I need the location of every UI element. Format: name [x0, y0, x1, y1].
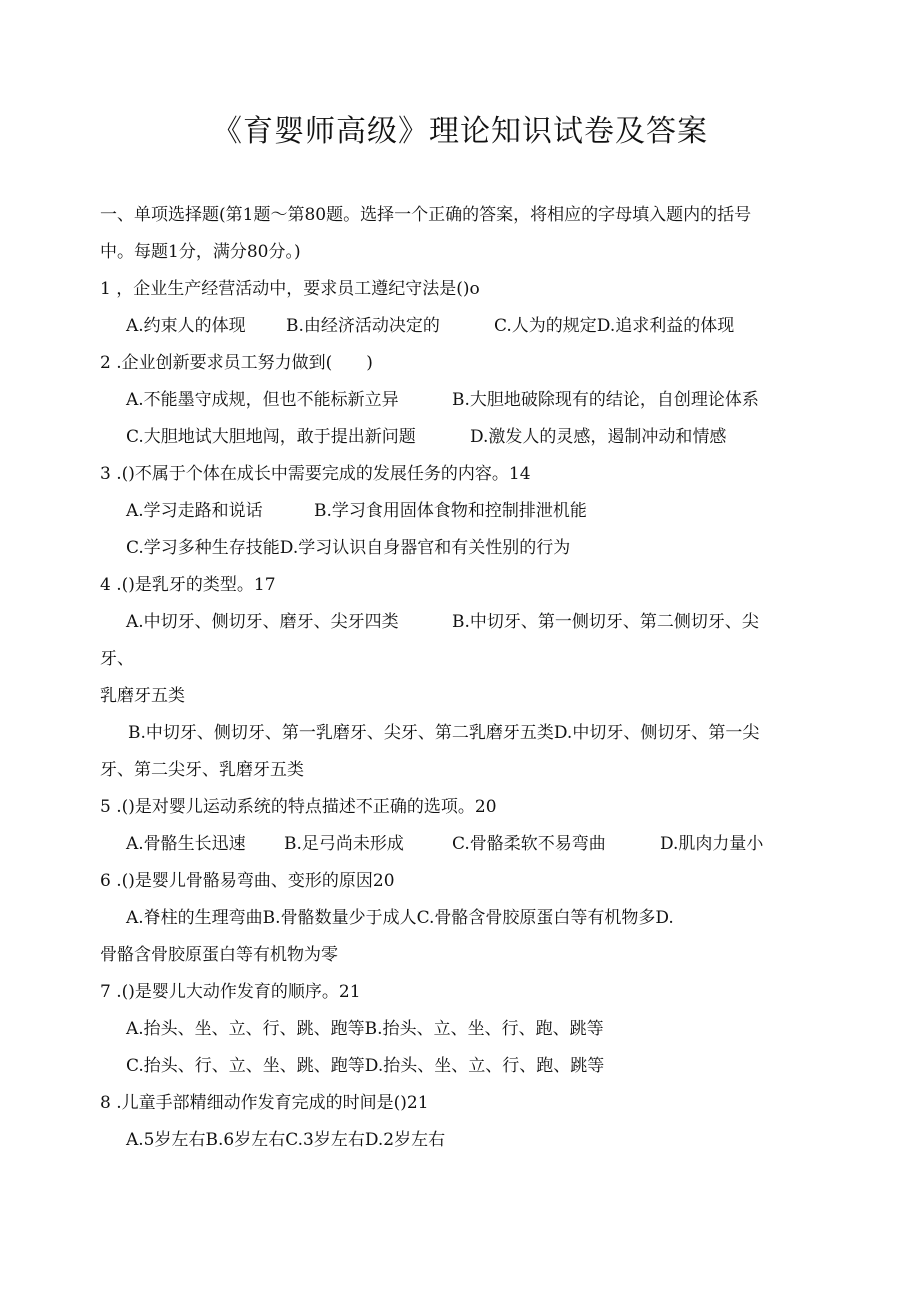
q4-option-bd-line-2: 牙、第二尖牙、乳磨牙五类 [100, 760, 304, 780]
q8-options-abcd: A.5岁左右B.6岁左右C.3岁左右D.2岁左右 [126, 1130, 446, 1150]
q4-option-b-part-1: B.中切牙、第一侧切牙、第二侧切牙、尖 [452, 612, 759, 632]
q3-option-a: A.学习走路和说话 [126, 501, 263, 521]
question-1-stem: 1 ，企业生产经营活动中，要求员工遵纪守法是()o [100, 279, 480, 299]
q3-option-b: B.学习食用固体食物和控制排泄机能 [314, 501, 587, 521]
q4-option-bd-line-1: B.中切牙、侧切牙、第一乳磨牙、尖牙、第二乳磨牙五类D.中切牙、侧切牙、第一尖 [128, 723, 760, 743]
section-intro-line-2: 中。每题1分，满分80分。) [100, 242, 301, 262]
q3-option-cd: C.学习多种生存技能D.学习认识自身器官和有关性别的行为 [126, 538, 571, 558]
q4-option-b-part-3: 乳磨牙五类 [100, 686, 185, 706]
q1-option-a: A.约束人的体现 [126, 316, 246, 336]
question-3-stem: 3 .()不属于个体在成长中需要完成的发展任务的内容。14 [100, 464, 531, 484]
question-2-options-row-1 [126, 389, 826, 411]
q6-options-line-2: 骨骼含骨胶原蛋白等有机物为零 [100, 945, 338, 965]
question-6-stem: 6 .()是婴儿骨骼易弯曲、变形的原因20 [100, 871, 395, 891]
q1-option-cd: C.人为的规定D.追求利益的体现 [494, 316, 735, 336]
q2-option-b: B.大胆地破除现有的结论，自创理论体系 [452, 390, 759, 410]
q5-option-b: B.足弓尚未形成 [284, 834, 404, 854]
section-intro-line-1: 一、单项选择题(第1题～第80题。选择一个正确的答案，将相应的字母填入题内的括号 [100, 205, 752, 225]
q4-option-a: A.中切牙、侧切牙、磨牙、尖牙四类 [126, 612, 399, 632]
q1-option-b: B.由经济活动决定的 [286, 316, 440, 336]
q6-options-line-1: A.脊柱的生理弯曲B.骨骼数量少于成人C.骨骼含骨胶原蛋白等有机物多D. [126, 908, 674, 928]
q2-option-d: D.激发人的灵感，遏制冲动和情感 [470, 427, 727, 447]
question-8-stem: 8 .儿童手部精细动作发育完成的时间是()21 [100, 1093, 429, 1113]
question-4-stem: 4 .()是乳牙的类型。17 [100, 575, 276, 595]
q7-options-cd: C.抬头、行、立、坐、跳、跑等D.抬头、坐、立、行、跑、跳等 [126, 1056, 605, 1076]
question-2-options-row-2 [126, 426, 826, 448]
q7-options-ab: A.抬头、坐、立、行、跳、跑等B.抬头、立、坐、行、跑、跳等 [126, 1019, 604, 1039]
question-2-stem: 2 .企业创新要求员工努力做到( ) [100, 353, 373, 373]
q5-option-d: D.肌肉力量小 [660, 834, 764, 854]
question-5-stem: 5 .()是对婴儿运动系统的特点描述不正确的选项。20 [100, 797, 497, 817]
question-4-options-row-1 [126, 611, 826, 633]
question-1-options [126, 315, 826, 337]
q2-option-a: A.不能墨守成规，但也不能标新立异 [126, 390, 399, 410]
document-title: 《育婴师高级》理论知识试卷及答案 [212, 114, 708, 149]
q5-option-a: A.骨骼生长迅速 [126, 834, 246, 854]
q4-option-b-part-2: 牙、 [100, 649, 134, 669]
q2-option-c: C.大胆地试大胆地闯，敢于提出新问题 [126, 427, 416, 447]
question-5-options [126, 833, 826, 855]
q5-option-c: C.骨骼柔软不易弯曲 [452, 834, 606, 854]
question-7-stem: 7 .()是婴儿大动作发育的顺序。21 [100, 982, 361, 1002]
question-3-options-row-1 [126, 500, 826, 522]
